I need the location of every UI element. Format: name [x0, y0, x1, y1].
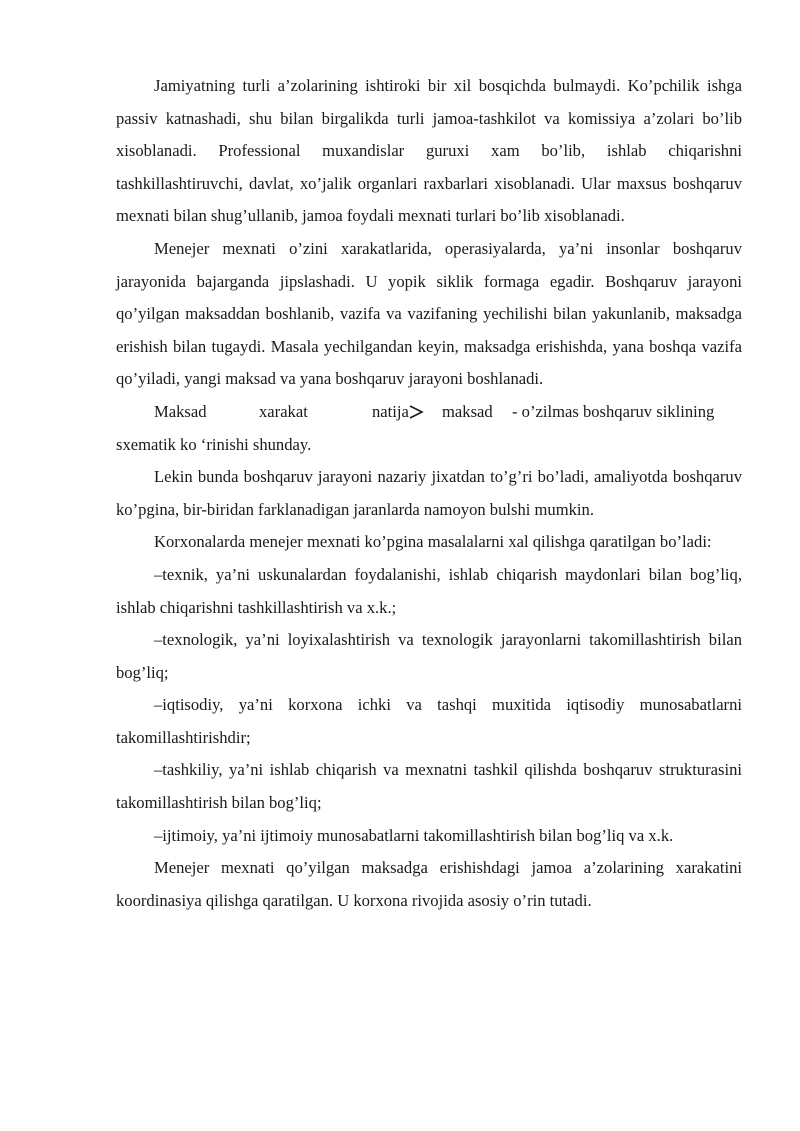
scheme-word-natija: natija — [372, 401, 409, 421]
paragraph-5: Korxonalarda menejer mexnati ko’pgina masalalarni xal qilishga qaratilgan bo’ladi: — [154, 532, 712, 552]
paragraph-1: Jamiyatning turli a’zolarining ishtiroki bir xil bosqichda bulmaydi. Ko’pchilik ishga passiv katnashadi, shu bilan birgalikda turli jamoa-tashkilot va komissiya a’zolari bo’lib xisoblanadi. Professional muxandislar guruxi xam bo’lib, ishlab chiqarishni tashkillashtiruvchi, davlat, xo’jalik organlari raxbarlari xisoblanadi. Ular maxsus boshqaruv mexnati bilan shug’ullanib, jamoa foydali mexnati turlari bo’lib xisoblanadi. — [116, 76, 742, 226]
list-item: –tashkiliy, ya’ni ishlab chiqarish va mexnatni tashkil qilishda boshqaruv strukturasini takomillashtirish bilan bog’liq; — [116, 760, 742, 813]
scheme-word-maksad-2: maksad — [442, 401, 493, 421]
scheme-word-xarakat: xarakat — [259, 401, 308, 421]
list-item: –texnologik, ya’ni loyixalashtirish va texnologik jarayonlarni takomillashtirish bilan bog’liq; — [116, 630, 742, 682]
scheme-word-maksad: Maksad — [154, 401, 207, 421]
list-item: –ijtimoiy, ya’ni ijtimoiy munosabatlarni takomillashtirish bilan bog’liq va x.k. — [154, 825, 674, 845]
list-item: –iqtisodiy, ya’ni korxona ichki va tashqi muxitida iqtisodiy munosabatlarni takomillashtirishdir; — [116, 695, 742, 747]
scheme-caption: sxematik ko ‘rinishi shunday. — [116, 434, 312, 454]
arrow-right-icon — [408, 405, 424, 419]
list-item: –texnik, ya’ni uskunalardan foydalanishi, ishlab chiqarish maydonlari bilan bog’liq, ishlab chiqarishni tashkillashtirish va x.k.; — [116, 564, 742, 617]
paragraph-4: Lekin bunda boshqaruv jarayoni nazariy jixatdan to’g’ri bo’ladi, amaliyotda boshqaruv ko’pgina, bir-biridan farklanadigan jaranlarda namoyon bulshi mumkin. — [116, 467, 742, 519]
paragraph-2: Menejer mexnati o’zini xarakatlarida, operasiyalarda, ya’ni insonlar boshqaruv jarayonida bajarganda jipslashadi. U yopik siklik formaga egadir. Boshqaruv jarayoni qo’yilgan maksaddan boshlanib, vazifa va vazifaning yechilishi bilan yakunlanib, maksadga erishish bilan tugaydi. Masala yechilgandan keyin, maksadga erishishda, yana boshqa vazifa qo’yiladi, yangi maksad va yana boshqaruv jarayoni boshlanadi. — [116, 238, 742, 389]
scheme-tail: - o’zilmas boshqaruv siklining — [512, 401, 715, 421]
paragraph-6: Menejer mexnati qo’yilgan maksadga erishishdagi jamoa a’zolarining xarakatini koordinasiya qilishga qaratilgan. U korxona rivojida asosiy o’rin tutadi. — [116, 858, 742, 910]
scheme-line — [116, 396, 742, 429]
document-page — [116, 70, 742, 917]
